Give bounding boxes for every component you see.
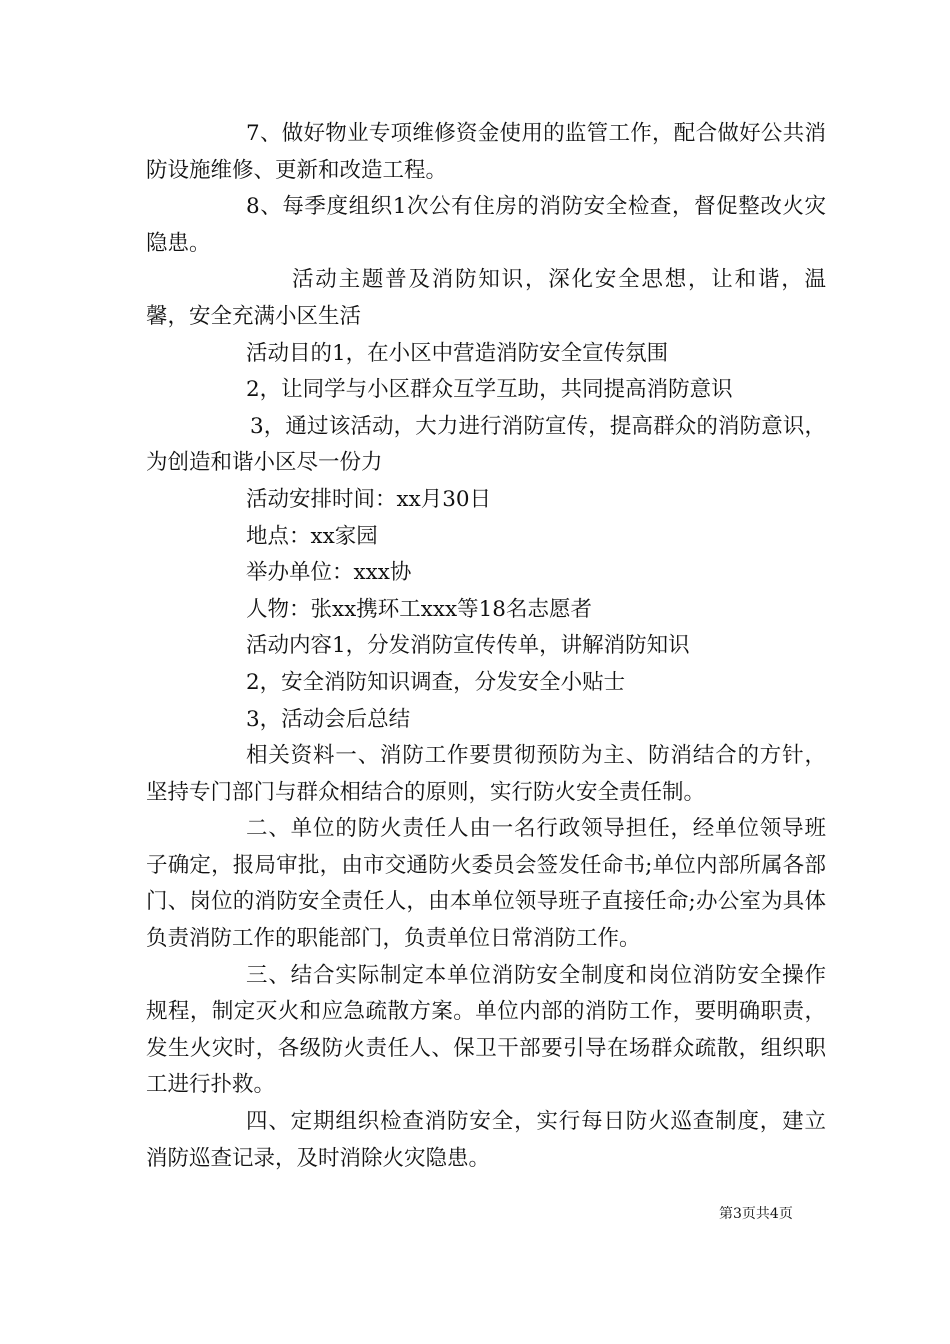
document-body — [146, 116, 826, 1177]
paragraph-reference-2: 二、单位的防火责任人由一名行政领导担任，经单位领导班子确定，报局审批，由市交通防火委员会签发任命书;单位内部所属各部门、岗位的消防安全责任人，由本单位领导班子直接任命;办公室为具体负责消防工作的职能部门，负责单位日常消防工作。 — [146, 816, 826, 952]
paragraph-content-1: 活动内容1，分发消防宣传传单，讲解消防知识 — [246, 633, 690, 659]
paragraph-activity-theme: 活动主题普及消防知识，深化安全思想，让和谐，温馨，安全充满小区生活 — [146, 267, 826, 329]
paragraph-reference-1: 相关资料一、消防工作要贯彻预防为主、防消结合的方针，坚持专门部门与群众相结合的原则，实行防火安全责任制。 — [146, 743, 826, 805]
paragraph-reference-4: 四、定期组织检查消防安全，实行每日防火巡查制度，建立消防巡查记录，及时消除火灾隐患。 — [146, 1109, 826, 1171]
paragraph-content-3: 3，活动会后总结 — [246, 706, 411, 732]
paragraph-activity-time: 活动安排时间：xx月30日 — [246, 486, 492, 512]
paragraph-activity-goal-1: 活动目的1，在小区中营造消防安全宣传氛围 — [246, 340, 669, 366]
paragraph-item-8: 8、每季度组织1次公有住房的消防安全检查，督促整改火灾隐患。 — [146, 194, 826, 256]
paragraph-content-2: 2，安全消防知识调查，分发安全小贴士 — [246, 669, 626, 695]
paragraph-participants: 人物：张xx携环工xxx等18名志愿者 — [246, 596, 592, 622]
paragraph-activity-goal-2: 2，让同学与小区群众互学互助，共同提高消防意识 — [246, 377, 733, 403]
paragraph-reference-3: 三、结合实际制定本单位消防安全制度和岗位消防安全操作规程，制定灭火和应急疏散方案。单位内部的消防工作，要明确职责，发生火灾时，各级防火责任人、保卫干部要引导在场群众疏散，组织职工进行扑救。 — [146, 962, 826, 1098]
page-number: 第3页共4页 — [719, 1206, 793, 1222]
paragraph-activity-location: 地点：xx家园 — [246, 523, 378, 549]
paragraph-organizer: 举办单位：xxx协 — [246, 560, 412, 586]
paragraph-activity-goal-3: 3，通过该活动，大力进行消防宣传，提高群众的消防意识，为创造和谐小区尽一份力 — [146, 413, 826, 476]
paragraph-item-7: 7、做好物业专项维修资金使用的监管工作，配合做好公共消防设施维修、更新和改造工程。 — [146, 121, 826, 183]
